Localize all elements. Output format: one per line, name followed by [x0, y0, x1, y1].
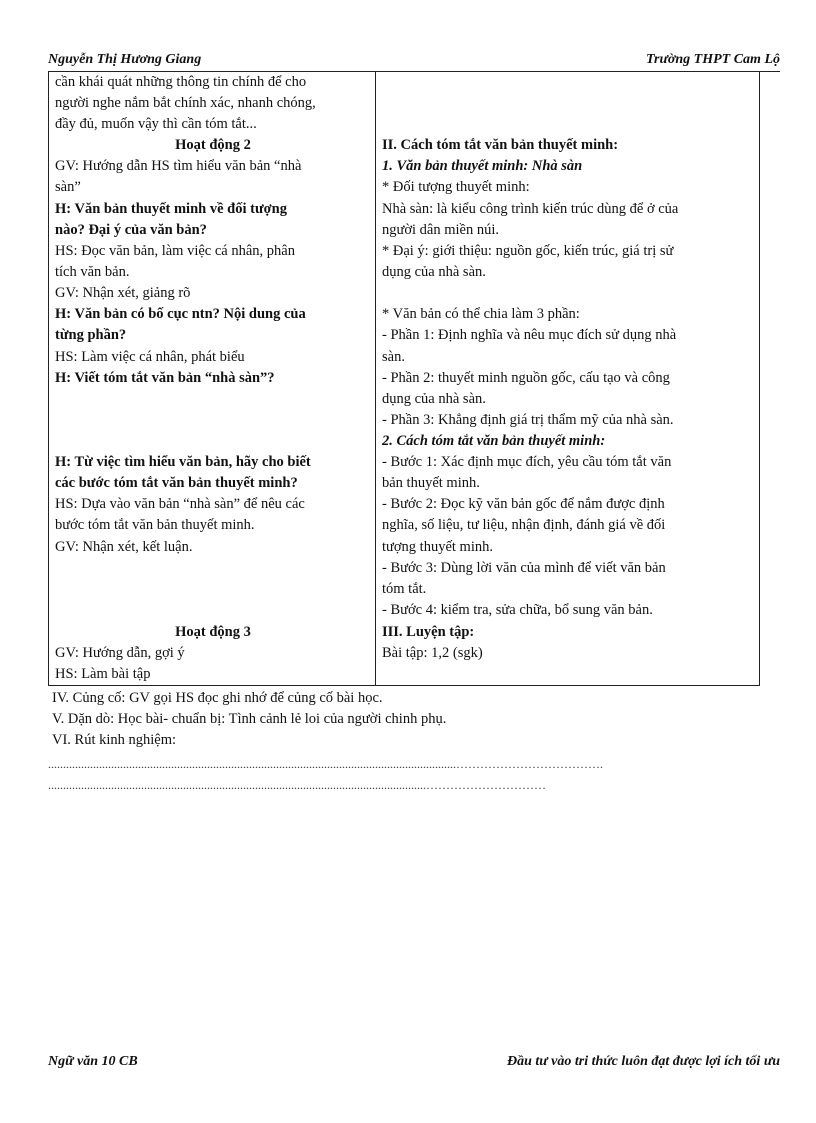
step-2: tượng thuyết minh.	[382, 539, 493, 555]
activity-3-title: Hoạt động 3	[175, 624, 251, 640]
hs-response: HS: Dựa vào văn bản “nhà sàn” để nêu các	[55, 496, 305, 512]
column-divider	[375, 72, 376, 685]
main-idea: dụng của nhà sàn.	[382, 264, 486, 280]
school-name: Trường THPT Cam Lộ	[646, 52, 780, 67]
hs-response: HS: Làm bài tập	[55, 666, 151, 682]
step-3: tóm tắt.	[382, 581, 427, 597]
page-header	[48, 52, 780, 72]
hs-response: HS: Làm việc cá nhân, phát biểu	[55, 349, 245, 365]
gv-comment: GV: Nhận xét, kết luận.	[55, 539, 193, 555]
lesson-table	[48, 72, 760, 686]
main-idea: * Đại ý: giới thiệu: nguồn gốc, kiến trúc, giá trị sử	[382, 243, 674, 259]
part-3: - Phần 3: Khẳng định giá trị thẩm mỹ của nhà sàn.	[382, 412, 674, 428]
intro-line: người nghe nắm bắt chính xác, nhanh chóng,	[55, 95, 316, 111]
intro-line: cần khái quát những thông tin chính để cho	[55, 74, 307, 90]
question: H: Văn bản có bố cục ntn? Nội dung của	[55, 306, 306, 322]
step-2: nghĩa, số liệu, tư liệu, nhận định, đánh giá về đối	[382, 517, 666, 533]
hs-response: HS: Đọc văn bản, làm việc cá nhân, phân	[55, 243, 295, 259]
footer-motto: Đầu tư vào tri thức luôn đạt được lợi ích tối ưu	[507, 1054, 780, 1069]
lessons-learned-line: VI. Rút kinh nghiệm:	[52, 732, 177, 748]
step-1: bản thuyết minh.	[382, 475, 480, 491]
section-2-title: II. Cách tóm tắt văn bản thuyết minh:	[382, 137, 619, 153]
gv-instruction: GV: Hướng dẫn, gợi ý	[55, 645, 185, 661]
step-4: - Bước 4: kiểm tra, sửa chữa, bổ sung văn bản.	[382, 602, 653, 618]
question: nào? Đại ý của văn bản?	[55, 222, 207, 238]
gv-instruction: GV: Hướng dẫn HS tìm hiểu văn bản “nhà	[55, 158, 302, 174]
question: H: Văn bản thuyết minh về đối tượng	[55, 201, 287, 217]
hs-response: bước tóm tắt văn bản thuyết minh.	[55, 517, 255, 533]
question: các bước tóm tắt văn bản thuyết minh?	[55, 475, 298, 491]
question: H: Từ việc tìm hiểu văn bản, hãy cho biết	[55, 454, 311, 470]
homework-line: V. Dặn dò: Học bài- chuẩn bị: Tình cảnh lẻ loi của người chinh phụ.	[52, 711, 447, 727]
page-footer	[48, 1054, 780, 1074]
object-label: * Đối tượng thuyết minh:	[382, 179, 530, 195]
step-1: - Bước 1: Xác định mục đích, yêu cầu tóm tắt văn	[382, 454, 672, 470]
part-1: - Phần 1: Định nghĩa và nêu mục đích sử dụng nhà	[382, 327, 677, 343]
question: từng phần?	[55, 327, 127, 343]
part-2: dụng của nhà sàn.	[382, 391, 486, 407]
exercise: Bài tập: 1,2 (sgk)	[382, 645, 483, 661]
hs-response: tích văn bản.	[55, 264, 130, 280]
subject-name: Ngữ văn 10 CB	[48, 1054, 138, 1069]
dotted-line: ..............................................................................................................................…………………………	[48, 778, 546, 792]
intro-line: đầy đủ, muốn vậy thì cần tóm tắt...	[55, 116, 257, 132]
activity-2-title: Hoạt động 2	[175, 137, 251, 153]
object-text: người dân miền núi.	[382, 222, 500, 238]
part-2: - Phần 2: thuyết minh nguồn gốc, cấu tạo và công	[382, 370, 670, 386]
parts-intro: * Văn bản có thể chia làm 3 phần:	[382, 306, 580, 322]
part-1: sàn.	[382, 349, 405, 365]
author-name: Nguyễn Thị Hương Giang	[48, 52, 202, 67]
section-3-title: III. Luyện tập:	[382, 624, 475, 640]
gv-comment: GV: Nhận xét, giảng rõ	[55, 285, 191, 301]
consolidation-line: IV. Củng cố: GV gọi HS đọc ghi nhớ để củng cố bài học.	[52, 690, 383, 706]
gv-instruction: sàn”	[55, 179, 81, 195]
step-2: - Bước 2: Đọc kỹ văn bản gốc để nắm được định	[382, 496, 665, 512]
dotted-line: ........................................................................................................................................……………………………….	[48, 757, 603, 771]
question: H: Viết tóm tắt văn bản “nhà sàn”?	[55, 370, 275, 386]
subsection-2-title: 2. Cách tóm tắt văn bản thuyết minh:	[382, 433, 606, 449]
object-text: Nhà sàn: là kiểu công trình kiến trúc dùng để ở của	[382, 201, 679, 217]
step-3: - Bước 3: Dùng lời văn của mình để viết văn bản	[382, 560, 666, 576]
subsection-1-title: 1. Văn bản thuyết minh: Nhà sàn	[382, 158, 583, 174]
